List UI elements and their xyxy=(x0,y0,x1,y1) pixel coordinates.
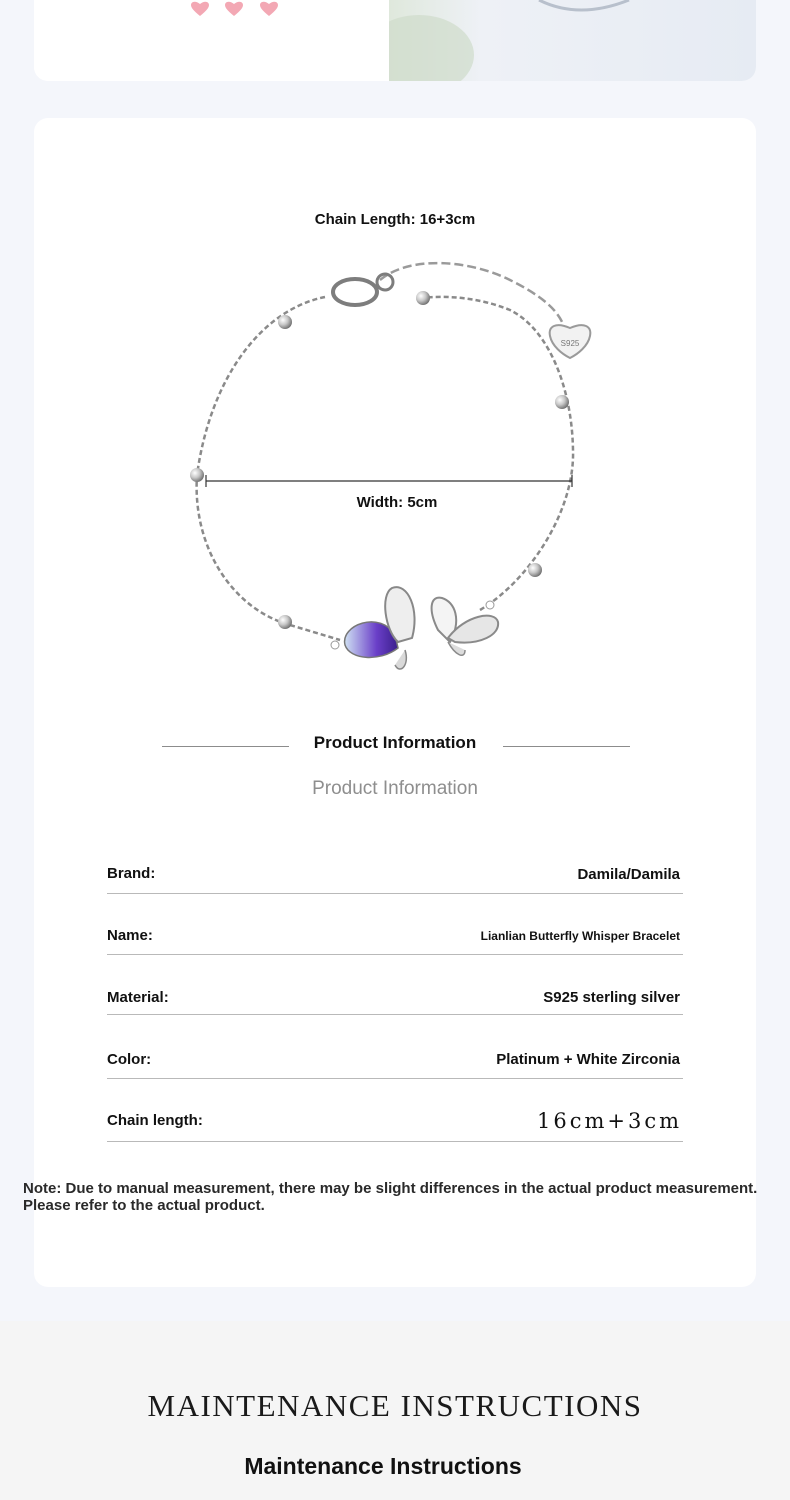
chain-length-row-divider xyxy=(107,1140,683,1142)
color-label: Color: xyxy=(107,1051,152,1068)
brand-row-divider xyxy=(107,892,683,894)
name-label: Name: xyxy=(107,927,153,944)
material-label: Material: xyxy=(107,989,169,1006)
color-row-divider xyxy=(107,1077,683,1079)
name-value: Lianlian Butterfly Whisper Bracelet xyxy=(480,929,680,943)
top-image-left xyxy=(34,0,389,81)
chain-length-label-row: Chain length: xyxy=(107,1112,203,1129)
maintenance-title: MAINTENANCE INSTRUCTIONS xyxy=(147,1388,643,1423)
heart-icon xyxy=(260,2,278,16)
maintenance-subtitle: Maintenance Instructions xyxy=(244,1453,522,1479)
heart-tag-icon xyxy=(550,325,591,358)
butterfly-charm xyxy=(345,587,415,669)
chain-length-label: Chain Length: 16+3cm xyxy=(314,211,476,228)
name-row-divider xyxy=(107,953,683,955)
product-info-subtitle: Product Information xyxy=(312,778,478,799)
brand-label: Brand: xyxy=(107,865,156,882)
butterfly-bracelet-image xyxy=(180,250,610,690)
material-row-divider xyxy=(107,1013,683,1015)
heart-decoration-group xyxy=(34,0,389,81)
top-right-decoration xyxy=(389,0,756,81)
top-image-card xyxy=(34,0,756,81)
product-info-title: Product Information xyxy=(313,733,477,752)
brand-value: Damila/Damila xyxy=(577,866,680,883)
color-value: Platinum + White Zirconia xyxy=(496,1051,680,1068)
width-label: Width: 5cm xyxy=(356,494,438,511)
tag-text: S925 xyxy=(560,339,580,348)
top-image-right xyxy=(389,0,756,81)
chain-length-value: 16cm+3cm xyxy=(536,1109,682,1133)
heart-icon xyxy=(225,2,243,16)
measurement-note: Note: Due to manual measurement, there may be slight differences in the actual product measurement. Please refer to the actual product. xyxy=(23,1180,758,1214)
heart-icon xyxy=(191,2,209,16)
material-value: S925 sterling silver xyxy=(543,989,680,1006)
